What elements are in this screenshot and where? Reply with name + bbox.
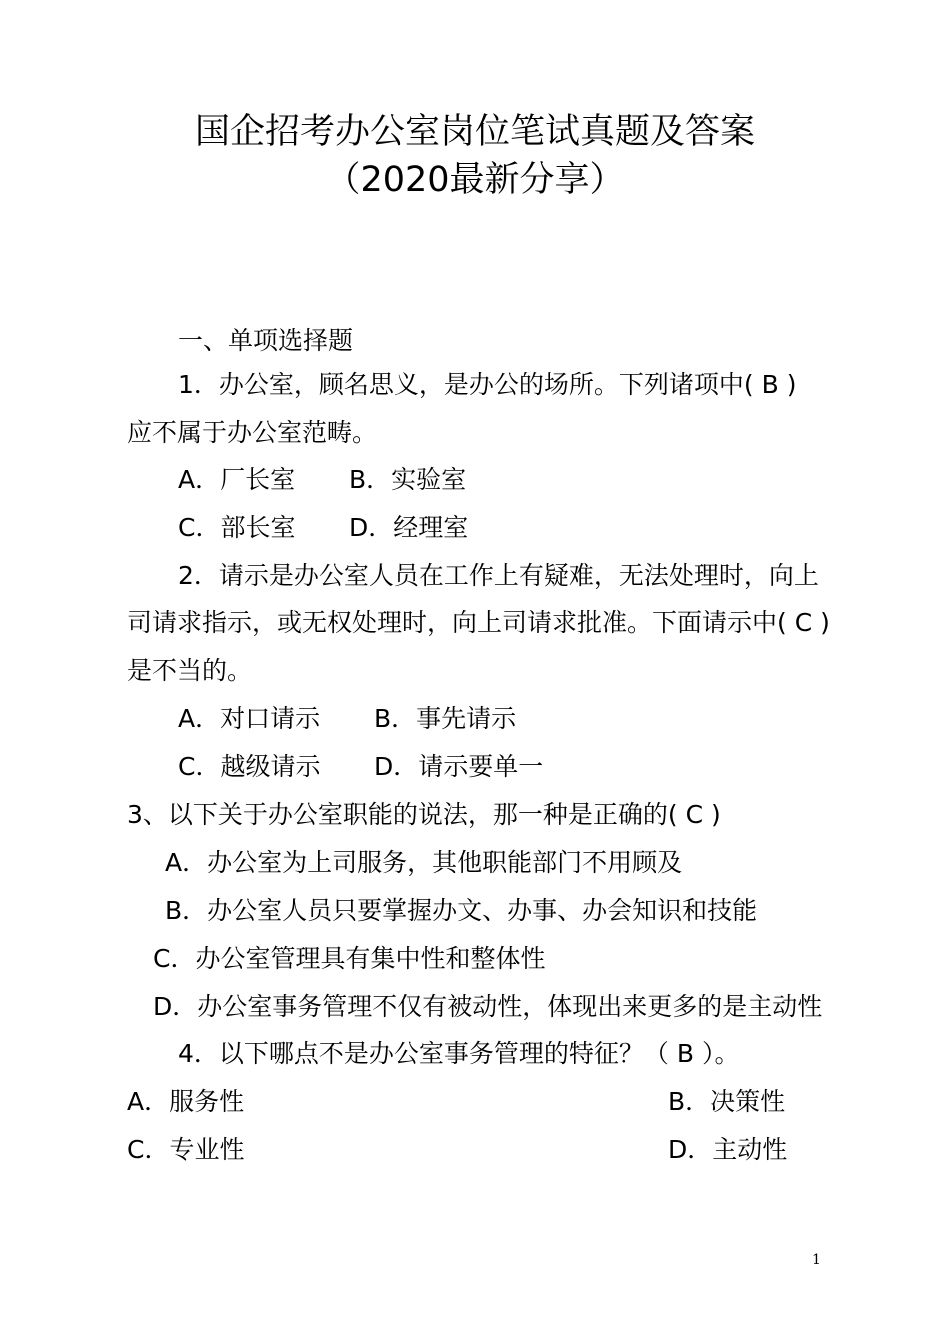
question-1-option-a: A．厂长室 (178, 465, 296, 494)
question-1-stem-line-2: 应不属于办公室范畴。 (127, 418, 378, 447)
section-heading: 一、单项选择题 (178, 326, 354, 355)
question-3-stem-line-1: 3、以下关于办公室职能的说法，那一种是正确的( C ) (127, 800, 721, 829)
question-2-option-c: C．越级请示 (178, 752, 321, 781)
question-2-stem-line-3: 是不当的。 (127, 656, 253, 685)
question-4-stem-line-1: 4．以下哪点不是办公室事务管理的特征？（ B ）。 (178, 1039, 740, 1068)
document-title-line-1: 国企招考办公室岗位笔试真题及答案 (194, 112, 755, 152)
question-2-stem-line-1: 2．请示是办公室人员在工作上有疑难，无法处理时，向上 (178, 561, 819, 590)
question-3-option-c: C．办公室管理具有集中性和整体性 (153, 944, 546, 973)
question-1-option-c: C．部长室 (178, 513, 296, 542)
question-1-option-b: B．实验室 (349, 465, 467, 494)
question-1-stem-line-1: 1．办公室，顾名思义，是办公的场所。下列诸项中( B ) (178, 370, 797, 399)
question-1-option-d: D．经理室 (349, 513, 469, 542)
question-2-option-b: B．事先请示 (374, 704, 517, 733)
question-3-option-b: B．办公室人员只要掌握办文、办事、办会知识和技能 (165, 896, 758, 925)
question-4-option-a: A．服务性 (127, 1087, 245, 1116)
question-3-option-a: A．办公室为上司服务，其他职能部门不用顾及 (165, 848, 683, 877)
question-3-option-d: D．办公室事务管理不仅有被动性，体现出来更多的是主动性 (153, 992, 823, 1021)
question-4-option-b: B．决策性 (668, 1087, 786, 1116)
question-4-option-c: C．专业性 (127, 1135, 245, 1164)
question-2-option-d: D．请示要单一 (374, 752, 544, 781)
question-4-option-d: D．主动性 (668, 1135, 788, 1164)
page-number: 1 (812, 1252, 821, 1268)
question-2-option-a: A．对口请示 (178, 704, 321, 733)
document-title-line-2: （2020最新分享） (325, 160, 625, 200)
question-2-stem-line-2: 司请求指示，或无权处理时，向上司请求批准。下面请示中( C ) (127, 608, 830, 637)
